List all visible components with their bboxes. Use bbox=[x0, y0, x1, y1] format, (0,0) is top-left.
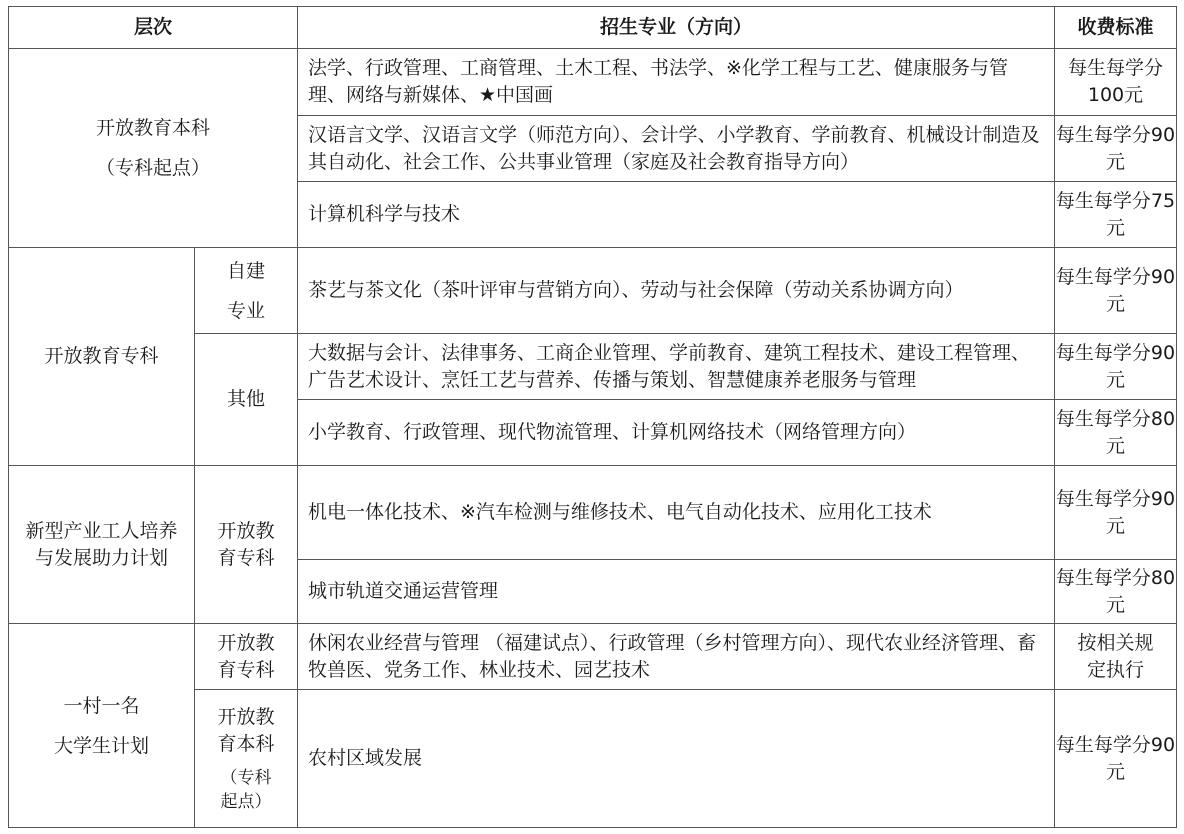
level-line: 大学生计划 bbox=[53, 734, 149, 757]
fee-cell: 每生每学分100元 bbox=[1055, 49, 1177, 116]
major-cell: 计算机科学与技术 bbox=[298, 182, 1055, 248]
header-major: 招生专业（方向） bbox=[298, 7, 1055, 49]
sub-level-cell: 其他 bbox=[195, 334, 298, 466]
level-cell-worker-plan: 新型产业工人培养与发展助力计划 bbox=[9, 466, 195, 624]
sub-level-cell: 开放教育专科 bbox=[195, 466, 298, 624]
fee-cell: 每生每学分90元 bbox=[1055, 248, 1177, 334]
fee-table bbox=[8, 6, 1177, 828]
fee-cell: 每生每学分90元 bbox=[1055, 116, 1177, 182]
fee-cell: 每生每学分80元 bbox=[1055, 400, 1177, 466]
sub-level-line: 自建 bbox=[227, 259, 266, 282]
sub-level-line: 专业 bbox=[227, 299, 266, 322]
level-cell-village-plan bbox=[9, 624, 195, 828]
header-row bbox=[9, 7, 1177, 49]
fee-cell: 每生每学分75元 bbox=[1055, 182, 1177, 248]
level-cell-associate: 开放教育专科 bbox=[9, 248, 195, 466]
table-row bbox=[9, 49, 1177, 116]
fee-cell: 按相关规定执行 bbox=[1055, 624, 1177, 690]
major-cell: 休闲农业经营与管理 （福建试点）、行政管理（乡村管理方向）、现代农业经济管理、畜牧兽医、党务工作、林业技术、园艺技术 bbox=[298, 624, 1055, 690]
major-cell: 茶艺与茶文化（茶叶评审与营销方向）、劳动与社会保障（劳动关系协调方向） bbox=[298, 248, 1055, 334]
fee-cell: 每生每学分90元 bbox=[1055, 690, 1177, 828]
sub-level-cell bbox=[195, 248, 298, 334]
major-cell: 大数据与会计、法律事务、工商企业管理、学前教育、建筑工程技术、建设工程管理、广告艺术设计、烹饪工艺与营养、传播与策划、智慧健康养老服务与管理 bbox=[298, 334, 1055, 400]
fee-cell: 每生每学分90元 bbox=[1055, 466, 1177, 560]
major-cell: 机电一体化技术、※汽车检测与维修技术、电气自动化技术、应用化工技术 bbox=[298, 466, 1055, 560]
sub-level-cell bbox=[195, 690, 298, 828]
table-row bbox=[9, 466, 1177, 560]
table-row bbox=[9, 248, 1177, 334]
major-cell: 汉语言文学、汉语言文学（师范方向）、会计学、小学教育、学前教育、机械设计制造及其自动化、社会工作、公共事业管理（家庭及社会教育指导方向） bbox=[298, 116, 1055, 182]
fee-cell: 每生每学分80元 bbox=[1055, 560, 1177, 624]
level-line: （专科起点） bbox=[96, 157, 211, 179]
major-cell: 城市轨道交通运营管理 bbox=[298, 560, 1055, 624]
major-cell: 法学、行政管理、工商管理、土木工程、书法学、※化学工程与工艺、健康服务与管理、网络与新媒体、★中国画 bbox=[298, 49, 1055, 116]
sub-level-cell: 开放教育专科 bbox=[195, 624, 298, 690]
level-line: 开放教育本科 bbox=[96, 117, 211, 139]
major-cell: 小学教育、行政管理、现代物流管理、计算机网络技术（网络管理方向） bbox=[298, 400, 1055, 466]
level-cell-undergrad bbox=[9, 49, 298, 248]
header-level: 层次 bbox=[9, 7, 298, 49]
header-fee: 收费标准 bbox=[1055, 7, 1177, 49]
fee-cell: 每生每学分90元 bbox=[1055, 334, 1177, 400]
sub-level-note: （专科起点） bbox=[220, 767, 272, 812]
sub-level-line: 开放教育本科 bbox=[217, 705, 275, 755]
major-cell: 农村区域发展 bbox=[298, 690, 1055, 828]
table-row bbox=[9, 624, 1177, 690]
level-line: 一村一名 bbox=[63, 694, 140, 717]
